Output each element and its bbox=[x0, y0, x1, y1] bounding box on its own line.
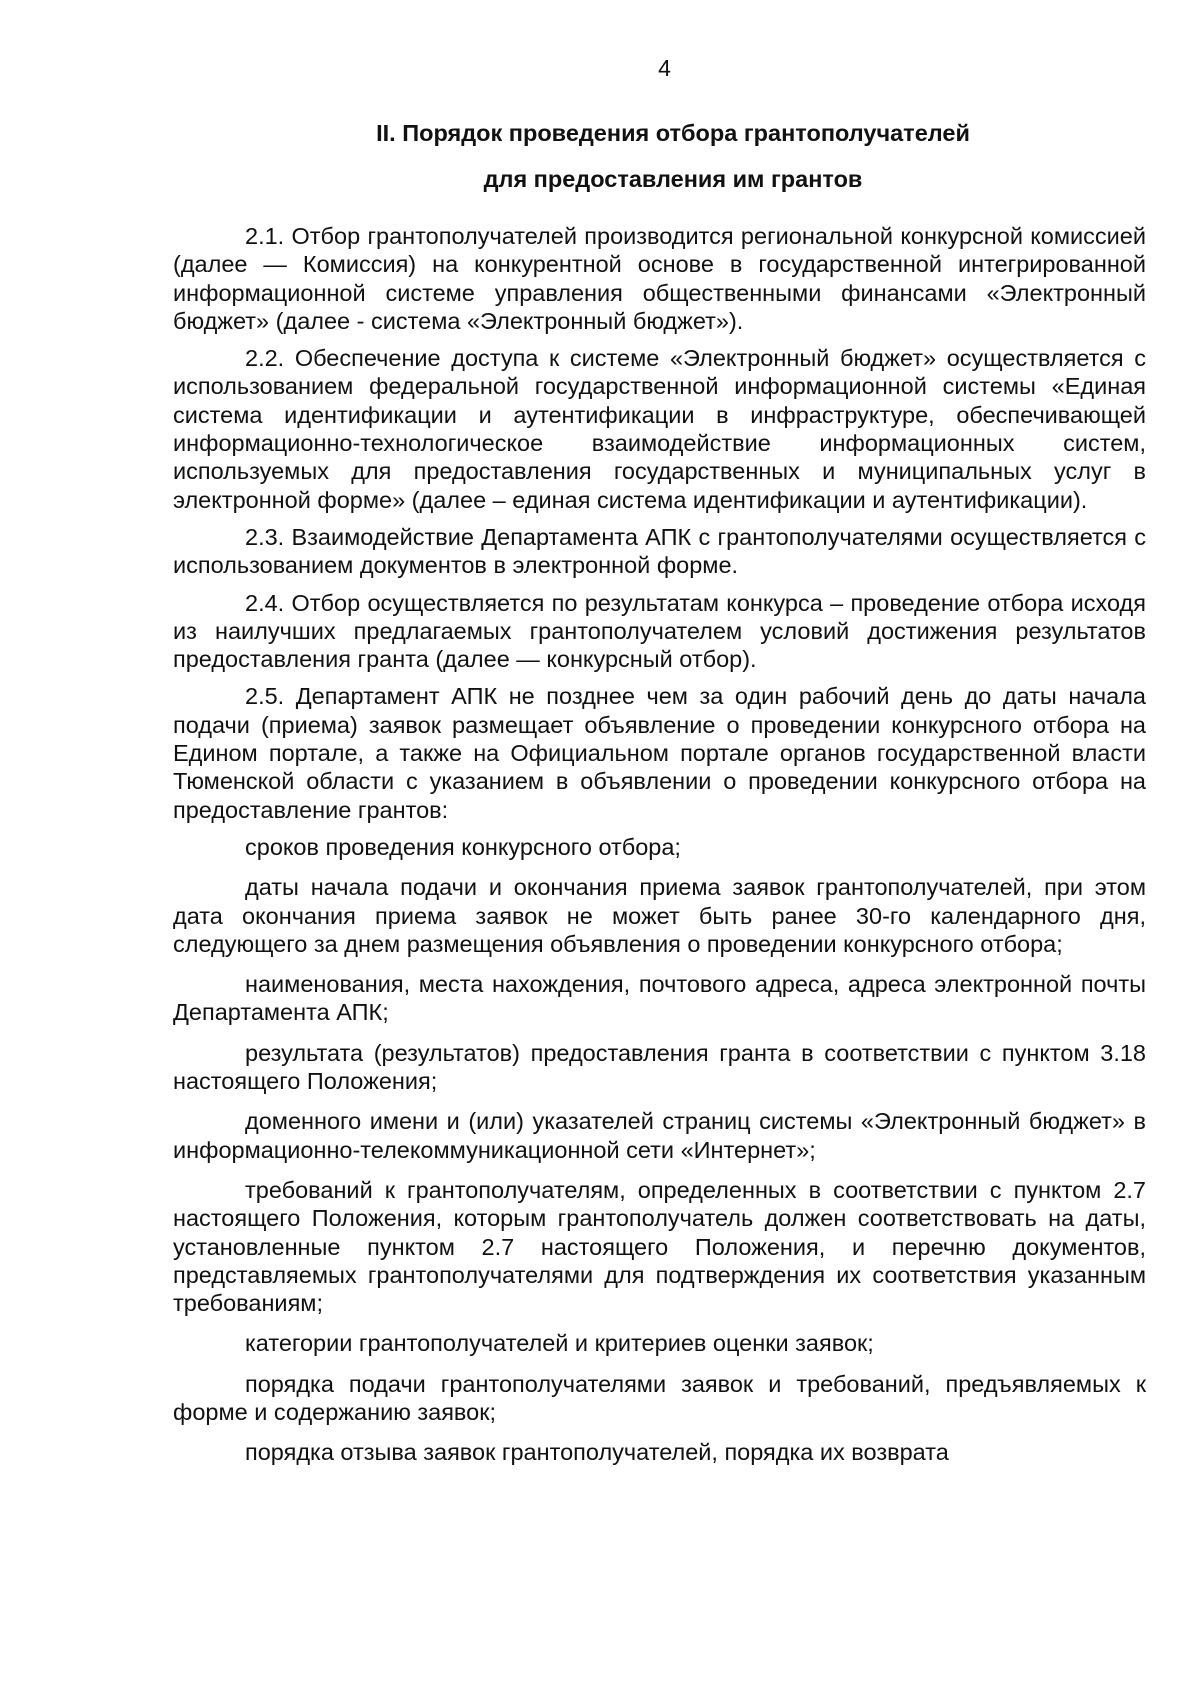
paragraph-2-2: 2.2. Обеспечение доступа к системе «Электронный бюджет» осуществляется с использованием федеральной государственной информационной системы «Единая система идентификации и аутентификации в инфраструктуре, обеспечивающей информационно-технологическое взаимодействие информационных систем, используемых для предоставления государственных и муниципальных услуг в электронной форме» (далее – единая система идентификации и аутентификации). bbox=[173, 345, 1146, 513]
section-title bbox=[173, 110, 1173, 202]
list-item: результата (результатов) предоставления гранта в соответствии с пунктом 3.18 настоящего Положения; bbox=[173, 1039, 1146, 1095]
paragraph-2-5: 2.5. Департамент АПК не позднее чем за один рабочий день до даты начала подачи (приема) заявок размещает объявление о проведении конкурсного отбора на Едином портале, а также на Официальном портале органов государственной власти Тюменской области с указанием в объявлении о проведении конкурсного отбора на предоставление грантов: bbox=[173, 683, 1146, 823]
paragraph-2-1: 2.1. Отбор грантополучателей производится региональной конкурсной комиссией (далее — Комиссия) на конкурентной основе в государственной интегрированной информационной системе управления общественными финансами «Электронный бюджет» (далее - система «Электронный бюджет»). bbox=[173, 223, 1146, 334]
list-item: наименования, места нахождения, почтового адреса, адреса электронной почты Департамента АПК; bbox=[173, 971, 1146, 1026]
list-item: категории грантополучателей и критериев оценки заявок; bbox=[245, 1330, 874, 1357]
list-item: порядка отзыва заявок грантополучателей, порядка их возврата bbox=[245, 1439, 949, 1466]
list-item: порядка подачи грантополучателями заявок и требований, предъявляемых к форме и содержанию заявок; bbox=[173, 1370, 1146, 1425]
list-item: доменного имени и (или) указателей страниц системы «Электронный бюджет» в информационно-телекоммуникационной сети «Интернет»; bbox=[173, 1108, 1146, 1163]
section-title-line-1: II. Порядок проведения отбора грантополучателей bbox=[376, 120, 970, 146]
list-item: даты начала подачи и окончания приема заявок грантополучателей, при этом дата окончания приема заявок не может быть ранее 30-го календарного дня, следующего за днем размещения объявления о проведении конкурсного отбора; bbox=[173, 874, 1146, 957]
document-body bbox=[173, 222, 1146, 1479]
page-number: 4 bbox=[658, 55, 671, 81]
paragraph-2-4: 2.4. Отбор осуществляется по результатам конкурса – проведение отбора исходя из наилучших предлагаемых грантополучателем условий достижения результатов предоставления гранта (далее — конкурсный отбор). bbox=[173, 589, 1146, 673]
list-item: сроков проведения конкурсного отбора; bbox=[245, 833, 681, 860]
section-title-line-2: для предоставления им грантов bbox=[483, 166, 863, 192]
paragraph-2-3: 2.3. Взаимодействие Департамента АПК с грантополучателями осуществляется с использованием документов в электронной форме. bbox=[173, 523, 1146, 579]
list-item: требований к грантополучателям, определенных в соответствии с пунктом 2.7 настоящего Положения, которым грантополучатель должен соответствовать на даты, установленные пунктом 2.7 настоящего Положения, и перечню документов, представляемых грантополучателями для подтверждения их соответствия указанным требованиям; bbox=[173, 1176, 1146, 1317]
